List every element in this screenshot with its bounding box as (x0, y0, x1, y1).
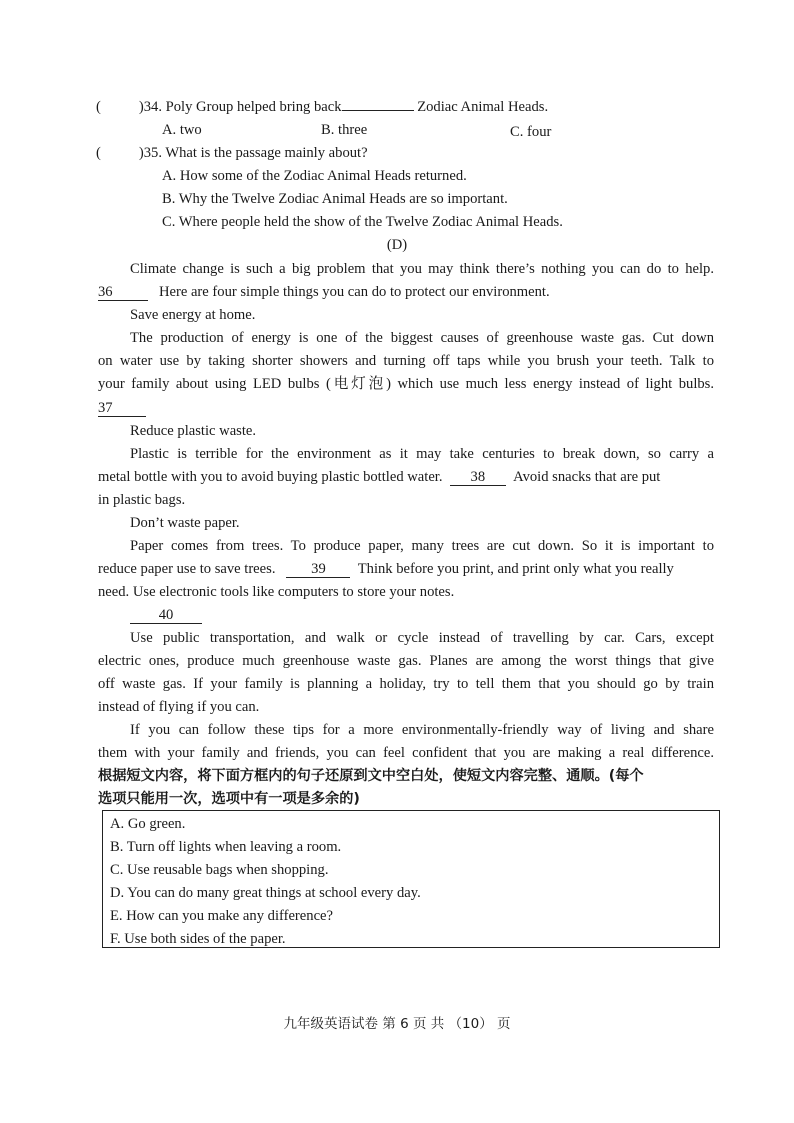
options-box (102, 810, 720, 948)
section-label: (D) (386, 237, 408, 253)
q34-option-c: C. four (510, 124, 552, 140)
instruction-line2: 选项只能用一次，选项中有一项是多余的) (98, 791, 360, 807)
q34-answer-blank[interactable] (342, 110, 414, 111)
blank-38[interactable]: 38 (450, 469, 506, 486)
passage-p3-line2-before: metal bottle with you to avoid buying plastic bottled water. (98, 469, 443, 485)
blank-36[interactable]: 36 (98, 284, 148, 301)
passage-p2-line3: your family about using LED bulbs (电灯泡) which use much less energy instead of light bulbs. (98, 376, 714, 392)
choice-c: C. Use reusable bags when shopping. (110, 862, 329, 878)
passage-p5-line4: instead of flying if you can. (98, 699, 260, 715)
passage-p4-line1: Paper comes from trees. To produce paper, many trees are cut down. So it is important to (130, 538, 714, 554)
q34-stem-after: Zodiac Animal Heads. (417, 99, 549, 115)
heading-dont-waste-paper: Don’t waste paper. (130, 515, 240, 531)
q34-stem (96, 97, 548, 117)
choice-e: E. How can you make any difference? (110, 908, 333, 924)
passage-p4-line2 (98, 559, 674, 579)
page-footer: 九年级英语试卷 第 6 页 共 （10） 页 (283, 1016, 511, 1032)
q34-option-a: A. two (162, 122, 202, 138)
passage-p3-line2-after: Avoid snacks that are put (513, 469, 661, 485)
passage-p6-line2: them with your family and friends, you can feel confident that you are making a real difference. (98, 745, 714, 761)
passage-p2-line1: The production of energy is one of the biggest causes of greenhouse waste gas. Cut down (130, 330, 714, 346)
heading-reduce-plastic: Reduce plastic waste. (130, 423, 257, 439)
q34-option-b: B. three (321, 122, 368, 138)
q34-stem-before: )34. Poly Group helped bring back (138, 99, 342, 115)
heading-save-energy: Save energy at home. (130, 307, 256, 323)
blank-39[interactable]: 39 (286, 561, 350, 578)
choice-b: B. Turn off lights when leaving a room. (110, 839, 342, 855)
q35-option-b: B. Why the Twelve Zodiac Animal Heads are so important. (162, 191, 508, 207)
passage-blank-37-line (98, 398, 146, 418)
choice-a: A. Go green. (110, 816, 186, 832)
choice-f: F. Use both sides of the paper. (110, 931, 286, 947)
q34-paren-open: ( (96, 99, 101, 115)
passage-p1-line1: Climate change is such a big problem that you may think there’s nothing you can do to help. (130, 261, 714, 277)
passage-p3-line1: Plastic is terrible for the environment as it may take centuries to break down, so carry a (130, 446, 714, 462)
q35-option-a: A. How some of the Zodiac Animal Heads returned. (162, 168, 467, 184)
passage-p3-line2 (98, 467, 660, 487)
q35-stem-text: )35. What is the passage mainly about? (138, 145, 368, 161)
q35-stem (96, 143, 368, 163)
passage-p4-line2-before: reduce paper use to save trees. (98, 561, 276, 577)
passage-p6-line1: If you can follow these tips for a more environmentally-friendly way of living and share (130, 722, 714, 738)
passage-blank-40-line (130, 605, 202, 625)
passage-p2-line2: on water use by taking shorter showers and turning off taps while you brush your teeth. Talk to (98, 353, 714, 369)
instruction-line1: 根据短文内容，将下面方框内的句子还原到文中空白处，使短文内容完整、通顺。(每个 (98, 768, 644, 784)
passage-p5-line1: Use public transportation, and walk or cycle instead of travelling by car. Cars, except (130, 630, 714, 646)
passage-p3-line3: in plastic bags. (98, 492, 186, 508)
passage-p5-line2: electric ones, produce much greenhouse waste gas. Planes are among the worst things that give (98, 653, 714, 669)
passage-p1-line2 (98, 282, 550, 302)
blank-37[interactable]: 37 (98, 400, 146, 417)
passage-p4-line3: need. Use electronic tools like computers to store your notes. (98, 584, 455, 600)
passage-p4-line2-after: Think before you print, and print only what you really (357, 561, 674, 577)
choice-d: D. You can do many great things at school every day. (110, 885, 421, 901)
q35-paren-open: ( (96, 145, 101, 161)
q35-option-c: C. Where people held the show of the Twelve Zodiac Animal Heads. (162, 214, 563, 230)
passage-p1-line2-text: Here are four simple things you can do to protect our environment. (158, 284, 550, 300)
passage-p5-line3: off waste gas. If your family is planning a holiday, try to tell them that you should go by train (98, 676, 714, 692)
blank-40[interactable]: 40 (130, 607, 202, 624)
